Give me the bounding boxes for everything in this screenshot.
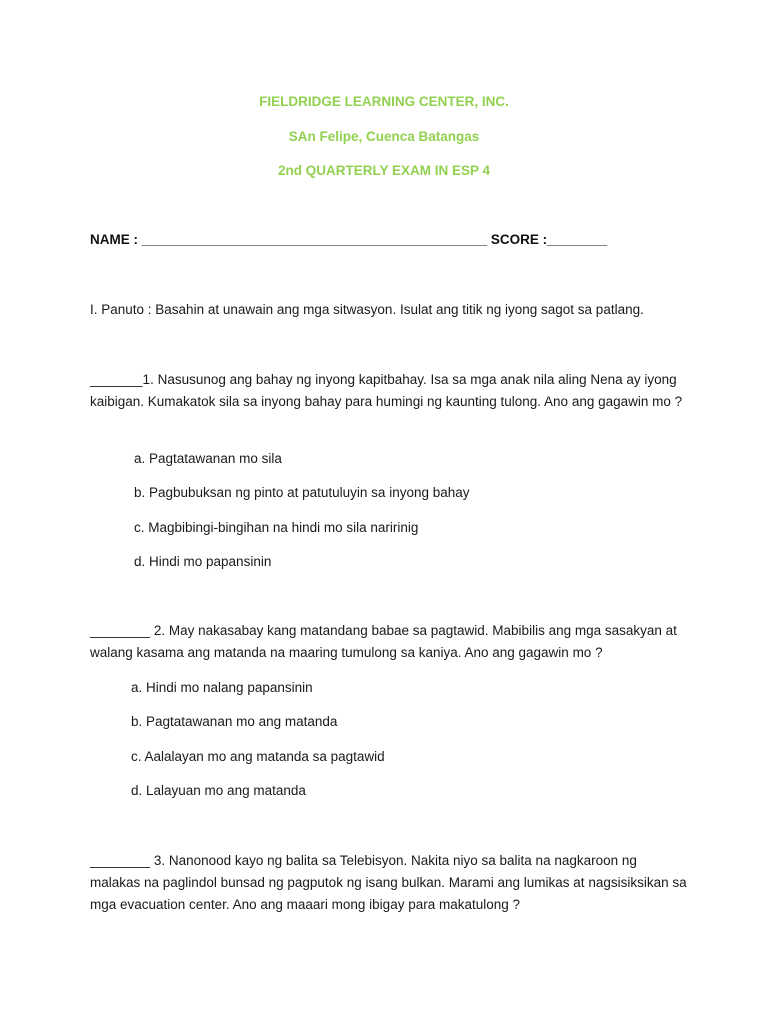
instructions: I. Panuto : Basahin at unawain ang mga sitwasyon. Isulat ang titik ng iyong sagot sa patlang. [90,302,644,317]
question-3: ________ 3. Nanonood kayo ng balita sa Telebisyon. Nakita niyo sa balita na nagkaroon ng malakas na paglindol bunsad ng pagputok ng isang bulkan. Marami ang lumikas at nagsisiksikan sa mga evacuation center. Ano ang maaari mong ibigay para makatulong ? [90,853,687,912]
school-name: FIELDRIDGE LEARNING CENTER, INC. [259,94,509,109]
exam-title: 2nd QUARTERLY EXAM IN ESP 4 [277,163,491,178]
question-1-choice-c: c. Magbibingi-bingihan na hindi mo sila naririnig [134,520,419,535]
question-1: _______1. Nasusunog ang bahay ng inyong kapitbahay. Isa sa mga anak nila aling Nena ay iyong kaibigan. Kumakatok sila sa inyong bahay para humingi ng kaunting tulong. Ano ang gagawin mo ? [90,372,683,409]
name-score-line: NAME : ______________________________________________ SCORE :________ [90,232,608,247]
question-1-choice-a: a. Pagtatawanan mo sila [134,451,282,466]
question-2-choice-c: c. Aalalayan mo ang matanda sa pagtawid [131,749,385,764]
question-2-choice-a: a. Hindi mo nalang papansinin [131,680,313,695]
question-1-choice-d: d. Hindi mo papansinin [134,554,272,569]
question-2-choice-b: b. Pagtatawanan mo ang matanda [131,714,338,729]
question-2-choice-d: d. Lalayuan mo ang matanda [131,783,306,798]
question-1-choice-b: b. Pagbubuksan ng pinto at patutuluyin sa inyong bahay [134,485,470,500]
school-address: SAn Felipe, Cuenca Batangas [288,129,480,144]
question-2: ________ 2. May nakasabay kang matandang babae sa pagtawid. Mabibilis ang mga sasakyan at walang kasama ang matanda na maaring tumulong sa kaniya. Ano ang gagawin mo ? [90,623,677,660]
